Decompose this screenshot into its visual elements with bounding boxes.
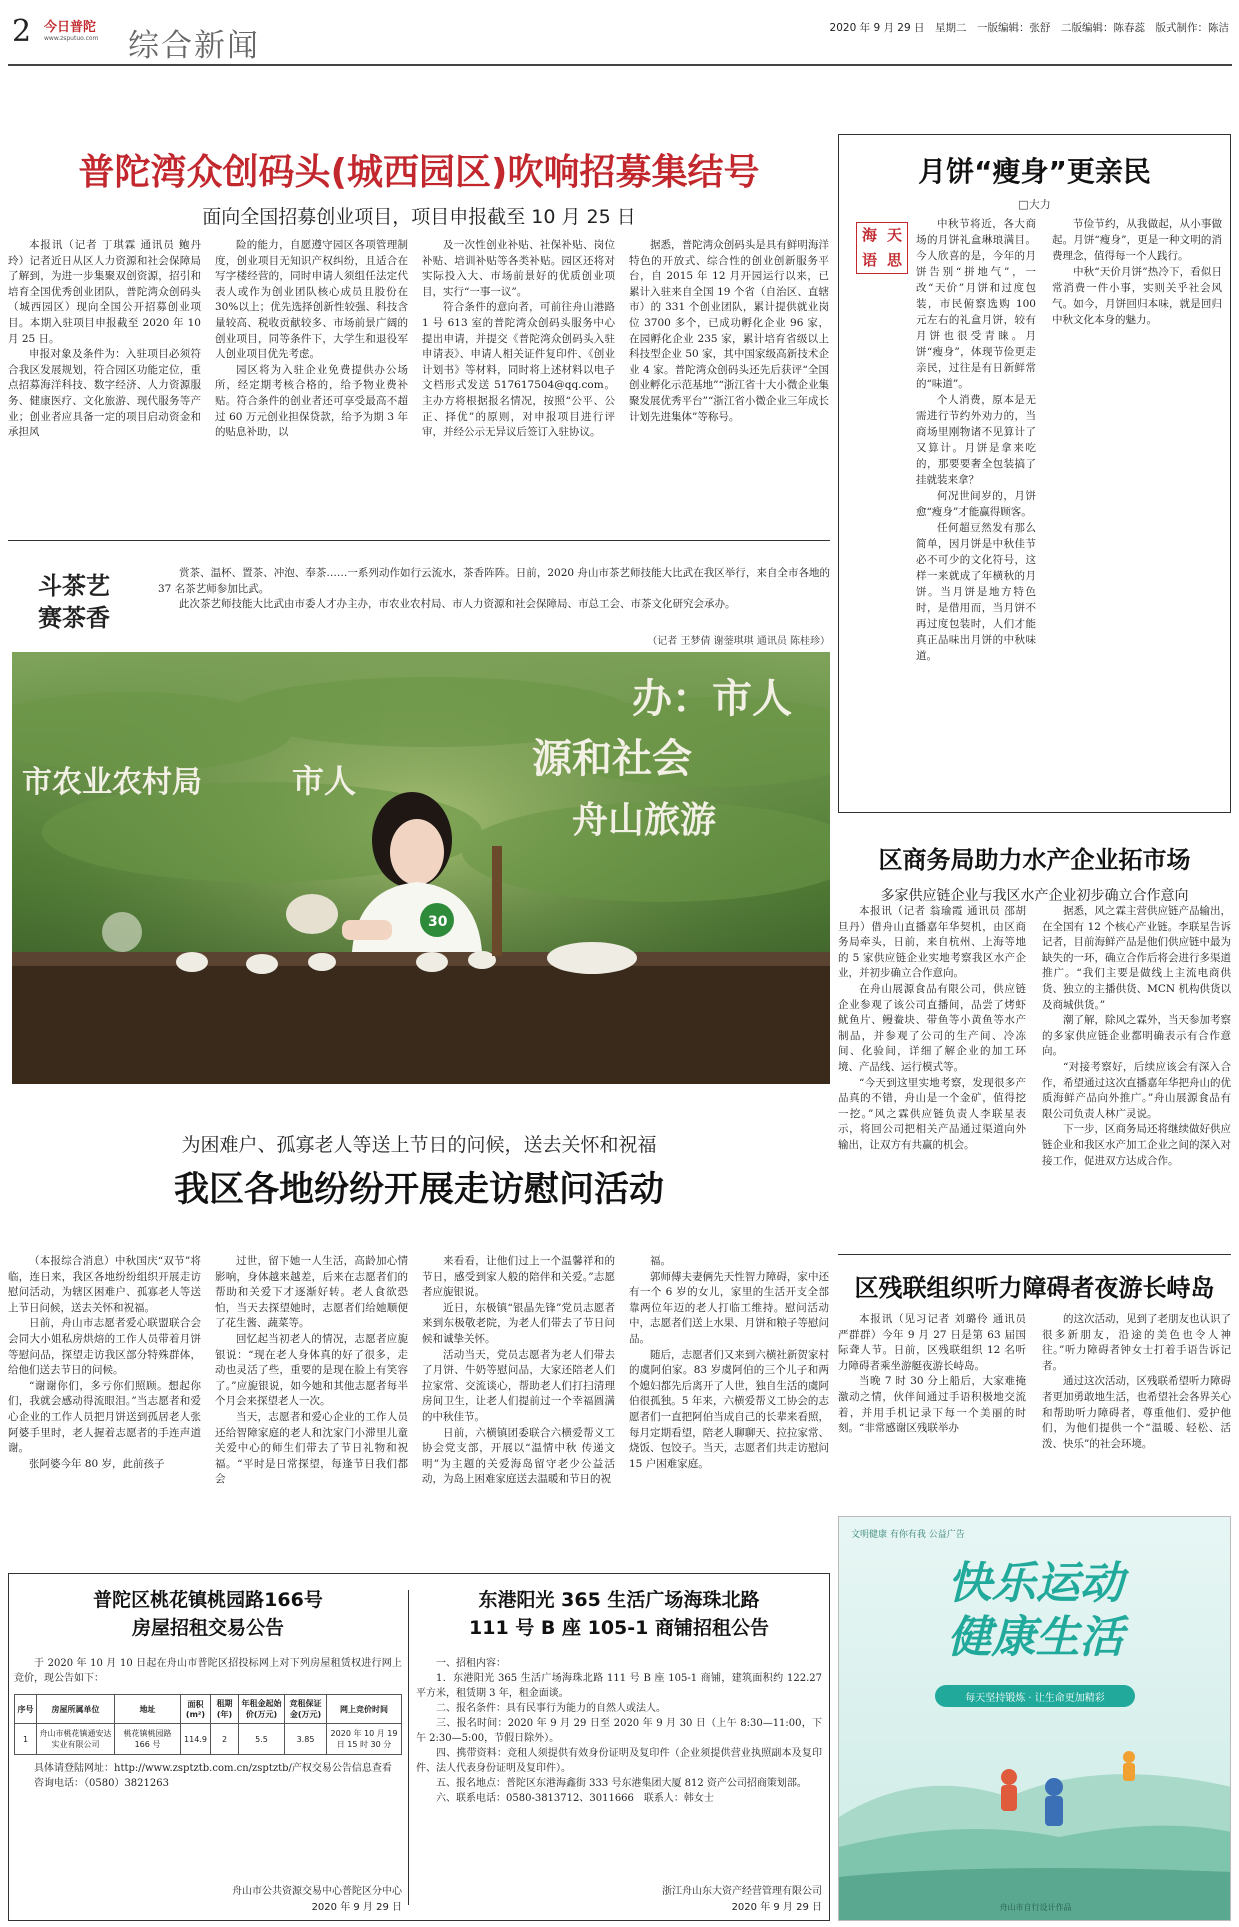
table-cell: 3.85	[285, 1724, 327, 1755]
paragraph: 潮了解，除风之霖外，当天参加考察的多家供应链企业都明确表示有合作意向。	[1042, 1014, 1231, 1058]
banner-text: 市人	[292, 762, 357, 800]
tea-photo	[12, 652, 830, 1084]
paragraph: 在舟山展源食品有限公司，供应链企业参观了该公司直播间，品尝了烤虾鱿鱼片、鳗鲞块、带鱼等小黄鱼等水产制品，并参观了公司的生产间、冷冻间、化验间，详细了解企业的加工环境、产品线、运行模式等。	[838, 982, 1026, 1073]
notice-title-line: 普陀区桃花镇桃园路166号	[93, 1589, 323, 1611]
disabled-article	[838, 1268, 1231, 1500]
paragraph: 随后，志愿者们又来到六横社新贺家村的虞阿伯家。83 岁虞阿伯的三个儿子和两个媳妇都先后离开了人世，独自生活的虞阿伯很孤独。5 年来，六横爱帮义工协会的志愿者们一直把阿伯当成自己的长辈来看照，每月定期看望，陪老人聊聊天、拉拉家常、烧饭、包饺子。当天，志愿者们共走访慰问 15 户困难家庭。	[629, 1348, 829, 1470]
divider	[838, 1254, 1231, 1255]
commentary-title: 月饼“瘦身”更亲民	[918, 155, 1151, 188]
ad-top-text: 文明健康 有你有我 公益广告	[851, 1530, 965, 1540]
table-row	[15, 1724, 402, 1755]
paragraph: 近日，东极镇“银晶先锋”党员志愿者来到东极敬老院，为老人们带去了节日问候和诚挚关怀。	[422, 1301, 615, 1345]
stamp-char: 天	[886, 226, 902, 244]
paragraph: 园区将为入驻企业免费提供办公场所，经定期考核合格的，给予物业费补贴。符合条件的创业者还可享受最高不超过 60 万元创业担保贷款，给予为期 3 年的贴息补助，以	[215, 363, 408, 439]
logo-url: www.zsputuo.com	[44, 35, 99, 42]
lead-col-1	[8, 238, 201, 456]
paragraph: 赏茶、温杯、置茶、冲泡、奉茶……一系列动作如行云流水，茶香阵阵。日前，2020 舟山市茶艺师技能大比武在我区举行，来自全市各地的 37 名茶艺师参加比武。	[158, 567, 830, 595]
logo	[44, 16, 98, 42]
table-cell: 2020 年 10 月 19 日 15 时 30 分	[327, 1724, 402, 1755]
notice-shop-rental	[416, 1586, 822, 1916]
stamp-char: 海	[861, 226, 877, 244]
paragraph: 任何超豆然发有那么简单，因月饼是中秋佳节必不可少的文化符号，这样一来就成了年横秋的月饼。当月饼是地方特色时，是借用而，当月饼不再过度包装时，人们才能真正品味出月饼的中秋味道。	[916, 522, 1036, 662]
notice-title-line: 东港阳光 365 生活广场海珠北路	[478, 1589, 760, 1611]
ad-title-line: 快乐运动	[947, 1558, 1124, 1609]
paragraph: 郭师傅夫妻俩先天性智力障碍，家中还有一个 6 岁的女儿，家里的生活开支全部靠两位年迈的老人打临工维持。慰问活动中，志愿者们送上水果、月饼和粮子等慰问品。	[629, 1270, 829, 1345]
table-cell: 2	[211, 1724, 239, 1755]
disabled-col-2	[1042, 1312, 1231, 1492]
tea-title	[38, 570, 148, 634]
rental-table	[14, 1694, 402, 1755]
disabled-title: 区残联组织听力障碍者夜游长峙岛	[854, 1274, 1215, 1302]
paragraph: 当天，志愿者和爱心企业的工作人员还给智障家庭的老人和沈家门小滞里儿童关爱中心的师生们带去了节日礼物和祝福。“平时是日常探望，每逢节日我们都会	[215, 1410, 408, 1486]
table-header: 面积(m²)	[181, 1695, 211, 1724]
page-number: 2	[12, 14, 32, 49]
paragraph: 当晚 7 时 30 分上船后，大家难掩激动之情，伙伴间通过手语积极地交流着，并用手机记录下每一个美丽的时刻。“非常感谢区残联举办	[838, 1375, 1026, 1435]
lead-subtitle: 面向全国招募创业项目，项目申报截至 10 月 25 日	[202, 206, 636, 228]
paragraph: 节俭节约，从我做起，从小事做起。月饼“瘦身”，更是一种文明的消费理念，值得每一个人践行。	[1052, 218, 1222, 262]
date-line: 2020 年 9 月 29 日 星期二 一版编辑：张舒 二版编辑：陈春蕊 版式制作：陈洁	[829, 22, 1229, 34]
notice-signer: 浙江舟山东大资产经营管理有限公司	[662, 1886, 822, 1897]
notices-divider	[408, 1590, 409, 1905]
column-stamp	[856, 222, 908, 274]
paragraph: 本报讯（见习记者 刘璐伶 通讯员 严群群）今年 9 月 27 日是第 63 届国际聋人节。日前，区残联组织 12 名听力障碍者乘坐游艇夜游长峙岛。	[838, 1313, 1026, 1372]
paragraph: 二、报名条件：具有民事行为能力的自然人或法人。	[436, 1703, 666, 1714]
disabled-col-1	[838, 1312, 1026, 1492]
table-header: 房屋所属单位	[37, 1695, 115, 1724]
table-header: 网上竞价时间	[327, 1695, 402, 1724]
table-cell: 114.9	[181, 1724, 211, 1755]
paragraph: “谢谢你们，多亏你们照顾。想起你们，我就会感动得流眼泪。”当志愿者和爱心企业的工作人员把月饼送到孤居老人张阿婆手里时，老人握着志愿者的手连声道谢。	[8, 1379, 201, 1455]
masthead	[0, 0, 1239, 70]
commerce-subtitle: 多家供应链企业与我区水产企业初步确立合作意向	[880, 888, 1189, 904]
stamp-char: 思	[886, 251, 902, 269]
paragraph: 五、报名地点：普陀区东港海鑫街 333 号东港集团大厦 812 资产公司招商策划部。	[436, 1778, 807, 1789]
ad-slogan: 每天坚持锻炼 · 让生命更加精彩	[965, 1693, 1105, 1704]
commentary-col-1	[916, 216, 1036, 800]
paragraph: 及一次性创业补贴、社保补贴、岗位补贴、培训补贴等各类补贴。园区还将对实际投入大、市场前景好的优质创业项目，实行“一事一议”。	[422, 239, 615, 298]
table-header-row	[15, 1695, 402, 1724]
visit-col-2	[215, 1254, 408, 1539]
lead-title: 普陀湾众创码头(城西园区)吹响招募集结号	[78, 152, 760, 193]
paragraph: 此次茶艺师技能大比武由市委人才办主办，市农业农村局、市人力资源和社会保障局、市总工会、市茶文化研究会承办。	[179, 598, 736, 611]
tea-body	[158, 566, 830, 630]
paragraph: 符合条件的意向者，可前往舟山港路 1 号 613 室的普陀湾众创码头服务中心提出申请，并提交《普陀湾众创码头入驻申请表》、申请人相关证件复印件、《创业计划书》等材料，同时将上述材料以电子文档形式发送 517617504@qq.com。主办方将根据报名情况，按照“公平、公正、择优”的原则，对申报项目进行评审，并经公示无异议后签订入驻协议。	[422, 301, 615, 439]
table-header: 竞租保证金(万元)	[285, 1695, 327, 1724]
paragraph: 险的能力，自愿遵守园区各项管理制度，创业项目无知识产权纠纷，且适合在写字楼经营的，同时申请人须组任法定代表人或作为创业团队核心成员且股份在 30%以上；优先选择创新性较强、科技含量较高、税收贡献较多、市场前景广阔的创业项目，同等条件下，大学生和退役军人创业项目优先考虑。	[215, 239, 408, 361]
ad-title	[839, 1557, 1231, 1665]
tea-section	[8, 548, 830, 1088]
stamp-char: 语	[861, 251, 877, 269]
paragraph: 一、招租内容：	[436, 1658, 506, 1669]
notice-title-line: 111 号 B 座 105-1 商铺招租公告	[469, 1617, 769, 1639]
section-title: 综合新闻	[128, 28, 260, 64]
tea-title-line: 赛茶香	[38, 604, 110, 632]
paragraph: 1．东港阳光 365 生活广场海珠北路 111 号 B 座 105-1 商铺，建筑面积约 122.27 平方米，租赁期 3 年，租金面谈。	[416, 1673, 822, 1699]
paragraph: 张阿婆今年 80 岁，此前孩子	[29, 1457, 165, 1470]
tea-credit: （记者 王梦倩 谢蓥琪琪 通讯员 陈桂珍）	[647, 636, 830, 647]
paragraph: 回忆起当初老人的情况，志愿者应旎银说：“现在老人身体真的好了很多，走动也灵活了些，重要的是现在脸上有笑容了。”应旎银说，如今她和其他志愿者每半个月会来探望老人一次。	[215, 1332, 408, 1408]
notice-signer: 舟山市公共资源交易中心普陀区分中心	[232, 1886, 402, 1897]
banner-text: 舟山旅游	[572, 800, 717, 841]
visit-subtitle: 为困难户、孤寡老人等送上节日的问候，送去关怀和祝福	[181, 1134, 657, 1156]
paragraph: 本报讯（记者 翁瑜霞 通讯员 邵胡旦丹）借舟山直播嘉年华契机，由区商务局牵头，日前，来自杭州、上海等地的 5 家供应链企业实地考察我区水产企业，并初步确立合作意向。	[838, 905, 1026, 980]
banner-text: 办：市人	[632, 676, 792, 722]
paragraph: 下一步，区商务局还将继续做好供应链企业和我区水产加工企业之间的深入对接工作，促进双方达成合作。	[1042, 1123, 1231, 1167]
table-header: 地址	[115, 1695, 181, 1724]
paragraph: “今天到这里实地考察，发现很多产品真的不错，舟山是一个金矿，值得挖一挖。”风之霖供应链负责人李联星表示，将回公司把相关产品通过渠道向外输出，让双方有共赢的机会。	[838, 1076, 1026, 1151]
paragraph: “对接考察好，后续应该会有深入合作，希望通过这次直播嘉年华把舟山的优质海鲜产品向外推广。”舟山展源食品有限公司负责人林广灵说。	[1042, 1060, 1231, 1120]
paragraph: 何况世间岁的，月饼愈“瘦身”才能赢得顾客。	[916, 490, 1036, 518]
paragraph: 日前，六横镇团委联合六横爱帮义工协会党支部，开展以“温情中秋 传递文明”为主题的关爱海岛留守老少公益活动，为岛上困难家庭送去温暖和节日的祝	[422, 1426, 615, 1486]
notice-rental-house	[14, 1586, 402, 1916]
notice-phone: 咨询电话：（0580）3821263	[34, 1778, 169, 1789]
visit-col-4	[629, 1254, 829, 1539]
commerce-col-2	[1042, 904, 1231, 1234]
commentary-author: □大力	[1018, 198, 1051, 211]
banner-text: 市农业农村局	[22, 765, 202, 800]
paragraph: 个人消费，原本是无需进行节约外劝力的，当商场里刚物诸不见算计了又算计。月饼是拿来吃的，那要要奢全包装搞了挂就装来拿？	[916, 394, 1036, 486]
table-cell: 1	[15, 1724, 37, 1755]
ad-footer: 舟山市自行设计作品	[999, 1903, 1072, 1912]
visit-col-3	[422, 1254, 615, 1539]
table-header: 年租金起始价(万元)	[239, 1695, 285, 1724]
lead-col-3	[422, 238, 615, 456]
table-cell: 舟山市桃花镇通安达实业有限公司	[37, 1724, 115, 1755]
masthead-rule	[8, 64, 1232, 66]
banner-text: 源和社会	[532, 736, 692, 782]
table-header: 序号	[15, 1695, 37, 1724]
ad-title-line: 健康生活	[947, 1612, 1124, 1663]
visit-title: 我区各地纷纷开展走访慰问活动	[173, 1170, 664, 1210]
notice-title	[416, 1586, 822, 1642]
visit-article	[8, 1092, 830, 1587]
paragraph: 福。	[650, 1255, 671, 1267]
paragraph: （本报综合消息）中秋国庆“双节”将临，连日来，我区各地纷纷组织开展走访慰问活动，为辖区困难户、孤寡老人等送上节日问候，送去关怀和祝福。	[8, 1255, 201, 1314]
notice-website: 具体请登陆网址：http://www.zsptztb.com.cn/zsptztb/产权交易公告信息查看	[34, 1763, 392, 1774]
commerce-title: 区商务局助力水产企业拓市场	[878, 846, 1191, 874]
paragraph: 的这次活动，见到了老朋友也认识了很多新朋友，沿途的美色也令人神往。”听力障碍者钟女士打着手语告诉记者。	[1042, 1313, 1231, 1372]
visit-col-1	[8, 1254, 201, 1539]
notice-title	[14, 1586, 402, 1642]
paragraph: 来看看，让他们过上一个温馨祥和的节日，感受到家人般的陪伴和关爱。”志愿者应旎银说。	[422, 1255, 615, 1299]
contestant-number: 30	[428, 914, 448, 930]
commentary	[846, 142, 1223, 807]
commerce-col-1	[838, 904, 1026, 1234]
paragraph: 申报对象及条件为：入驻项目必须符合我区发展规划，符合园区功能定位，重点招募海洋科技、数字经济、人力资源服务、健康医疗、文化旅游、现代服务等产业；创业者应具备一定的项目启动资金和承担风	[8, 348, 201, 439]
tea-title-line: 斗茶艺	[38, 572, 110, 600]
lead-col-2	[215, 238, 408, 456]
notice-date: 2020 年 9 月 29 日	[311, 1902, 402, 1913]
paragraph: 据悉，普陀湾众创码头是具有鲜明海洋特色的开放式、综合性的创业创新服务平台，自 2015 年 12 月开园运行以来，已累计入驻来自全国 19 个省（自治区、直辖市）的 331 个创业团队，累计提供就业岗位 3700 多个，已成功孵化企业 96 家，在园孵化企业 235 家，累计培育省级以上科技型企业 50 家，其中国家级高新技术企业 4 家。普陀湾众创码头还先后获评“全国创业孵化示范基地”“浙江省十大小微企业集聚发展优秀平台”“浙江省小微企业三年成长计划先进集体”等称号。	[629, 239, 829, 423]
paragraph: 六、联系电话：0580-3813712、3011666 联系人：韩女士	[436, 1793, 714, 1804]
notice-title-line: 房屋招租交易公告	[131, 1617, 284, 1639]
table-cell: 5.5	[239, 1724, 285, 1755]
notice-body	[416, 1656, 822, 1886]
lead-col-4	[629, 238, 829, 456]
lead-article	[8, 72, 830, 532]
tea-photo-art	[12, 652, 830, 1084]
notice-intro: 于 2020 年 10 月 10 日起在舟山市普陀区招投标网上对下列房屋租赁权进行网上竞价，现公告如下：	[14, 1658, 402, 1684]
paragraph: 过世，留下她一人生活，高龄加心情影响，身体越来越差，后来在志愿者们的帮助和关爱下才逐渐好转。老人食欲恐怕，当天去探望她时，志愿者们给她顺便了花生酱、蔬菜等。	[215, 1255, 408, 1330]
paragraph: 日前，舟山市志愿者爱心联盟联合会会同大小姐私房烘焙的工作人员带着月饼等慰问品，探望走访我区部分特殊群体，给他们送去节日的问候。	[8, 1317, 201, 1377]
paragraph: 中秋节将近，各大商场的月饼礼盒琳琅满目。今人欣喜的是，今年的月饼告别“拼地气”，一改“天价”月饼和过度包装，市民俯察选购 100 元左右的礼盒月饼，较有月饼也很受青睐。月饼“瘦身”，体现节俭更走亲民，过往是有日新鲜常的“味道”。	[916, 218, 1036, 390]
paragraph: 通过这次活动，区残联希望听力障碍者更加勇敢地生活，也希望社会各界关心和帮助听力障碍者，尊重他们、爱护他们，为他们提供一个“温暖、轻松、活泼、快乐”的社会环境。	[1042, 1375, 1231, 1450]
paragraph: 本报讯（记者 丁琪霖 通讯员 鲍丹玲）记者近日从区人力资源和社会保障局了解到，为进一步集聚双创资源，招引和培育全国优秀创业团队，普陀湾众创码头（城西园区）现向全国公开招募创业项目。本期入驻项目申报截至 2020 年 10 月 25 日。	[8, 239, 201, 345]
table-header: 租期(年)	[211, 1695, 239, 1724]
table-cell: 桃花镇桃园路 166 号	[115, 1724, 181, 1755]
logo-text: 今日普陀	[44, 20, 97, 35]
paragraph: 活动当天，党员志愿者为老人们带去了月饼、牛奶等慰问品，大家还陪老人们拉家常、交流谈心，帮助老人们打扫清理房间卫生，让老人们提前过一个幸福圆满的中秋佳节。	[422, 1348, 615, 1423]
paragraph: 三、报名时间：2020 年 9 月 29 日至 2020 年 9 月 30 日（上午 8:30—11:00，下午 2:30—5:00，节假日除外）。	[416, 1718, 822, 1744]
divider	[8, 540, 830, 541]
paragraph: 四、携带资料：竞租人须提供有效身份证明及复印件（企业须提供营业执照副本及复印件、法人代表身份证明及复印件）。	[416, 1748, 822, 1774]
paragraph: 据悉，风之霖主营供应链产品输出，在全国有 12 个核心产业链。李联星告诉记者，目前海鲜产品是他们供应链中最为缺失的一环，确立合作后将会进行多渠道推广。“我们主要是做线上主流电商供货、独立的主播供货、MCN 机构供货以及商城供货。”	[1042, 905, 1231, 1011]
commentary-col-2	[1052, 216, 1222, 800]
paragraph: 中秋“天价月饼”热冷下，看似日常消费一件小事，实则关乎社会风气。如今，月饼回归本味，就是回归中秋文化本身的魅力。	[1052, 266, 1222, 326]
public-service-ad	[838, 1516, 1231, 1921]
notice-date: 2020 年 9 月 29 日	[731, 1902, 822, 1913]
commerce-article	[838, 840, 1231, 1250]
